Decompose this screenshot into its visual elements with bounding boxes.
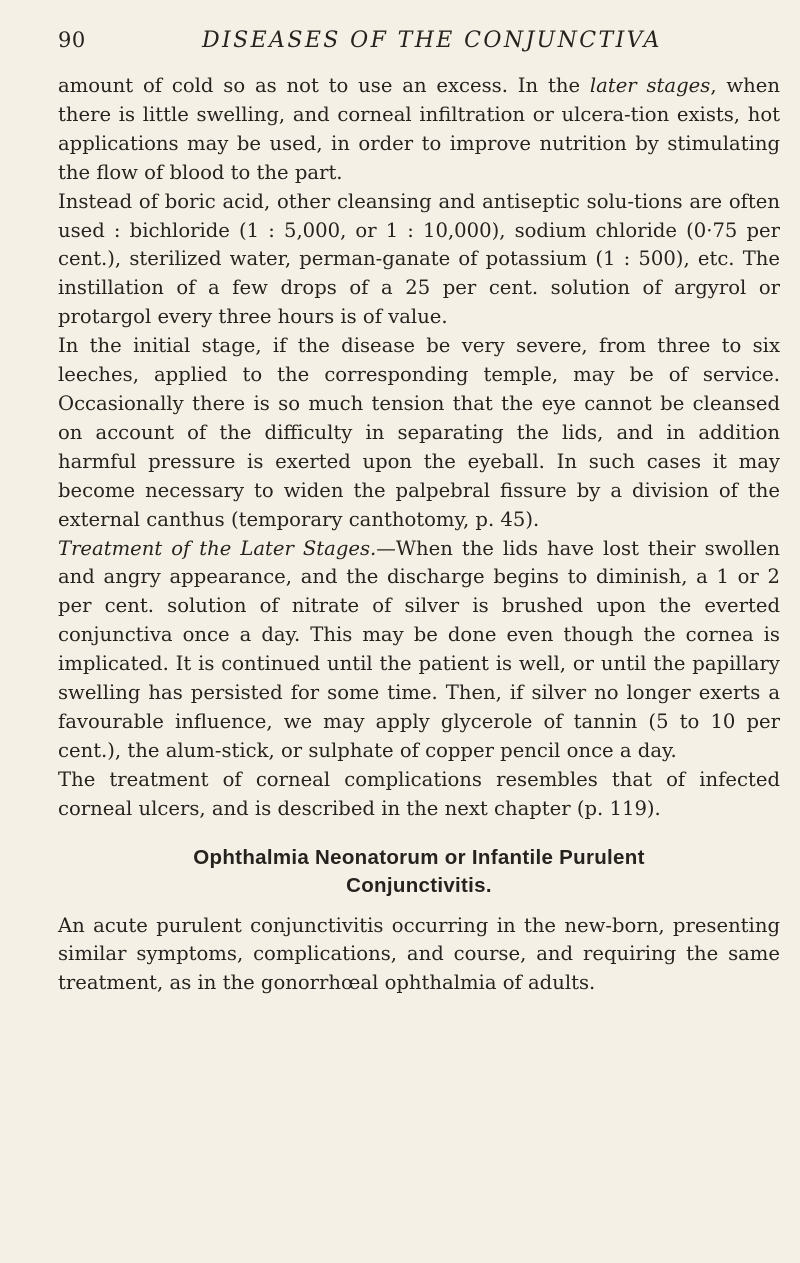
paragraph-later-stages xyxy=(58,72,780,188)
paragraph-initial-stage: In the initial stage, if the disease be very severe, from three to six leeches, applied to the corresponding temple, may be of service. Occasionally there is so much tension that the eye cannot be cleansed on account of the difficulty in separating the lids, and in addition harmful pressure is exerted upon the eyeball. In such cases it may become necessary to widen the palpebral fissure by a division of the external canthus (temporary canthotomy, p. 45). xyxy=(58,334,780,531)
section-heading-line: Conjunctivitis. xyxy=(346,873,492,897)
running-head xyxy=(58,28,778,58)
page-number: 90 xyxy=(58,28,86,52)
paragraph-corneal-complications: The treatment of corneal complications resembles that of infected corneal ulcers, and is described in the next chapter (p. 119). xyxy=(58,767,780,820)
paragraph-ophthalmia-neonatorum: An acute purulent conjunctivitis occurring in the new-born, presenting similar symptoms, complications, and course, and requiring the same treatment, as in the gonorrhœal ophthalmia of adults. xyxy=(58,913,780,995)
body-text xyxy=(58,72,780,998)
paragraph-text: amount of cold so as not to use an excess. In the xyxy=(58,74,590,97)
paragraph-treatment-later-stages xyxy=(58,535,780,766)
section-heading xyxy=(58,844,780,900)
paragraph-text: , when there is little swelling, and corneal infiltration or ulcera-tion exists, hot applications may be used, in order to improve nutrition by stimulating the flow of blood to the part. xyxy=(58,74,780,184)
running-title: DISEASES OF THE CONJUNCTIVA xyxy=(202,28,662,53)
section-heading-line: Ophthalmia Neonatorum or Infantile Purulent xyxy=(193,845,645,869)
italic-phrase: later stages xyxy=(589,74,711,97)
paragraph-antiseptic-solutions: Instead of boric acid, other cleansing and antiseptic solu-tions are often used : bichloride (1 : 5,000, or 1 : 10,000), sodium chloride (0·75 per cent.), sterilized water, perman-ganate of potassium (1 : 500), etc. The instillation of a few drops of a 25 per cent. solution of argyrol or protargol every three hours is of value. xyxy=(58,189,780,329)
paragraph-lead-italic: Treatment of the Later Stages. xyxy=(58,536,377,560)
paragraph-text: —When the lids have lost their swollen and angry appearance, and the discharge begins to diminish, a 1 or 2 per cent. solution of nitrate of silver is brushed upon the everted conjunctiva once a day. This may be done even though the cornea is implicated. It is continued until the patient is well, or until the papillary swelling has persisted for some time. Then, if silver no longer exerts a favourable influence, we may apply glycerole of tannin (5 to 10 per cent.), the alum-stick, or sulphate of copper pencil once a day. xyxy=(58,536,780,762)
